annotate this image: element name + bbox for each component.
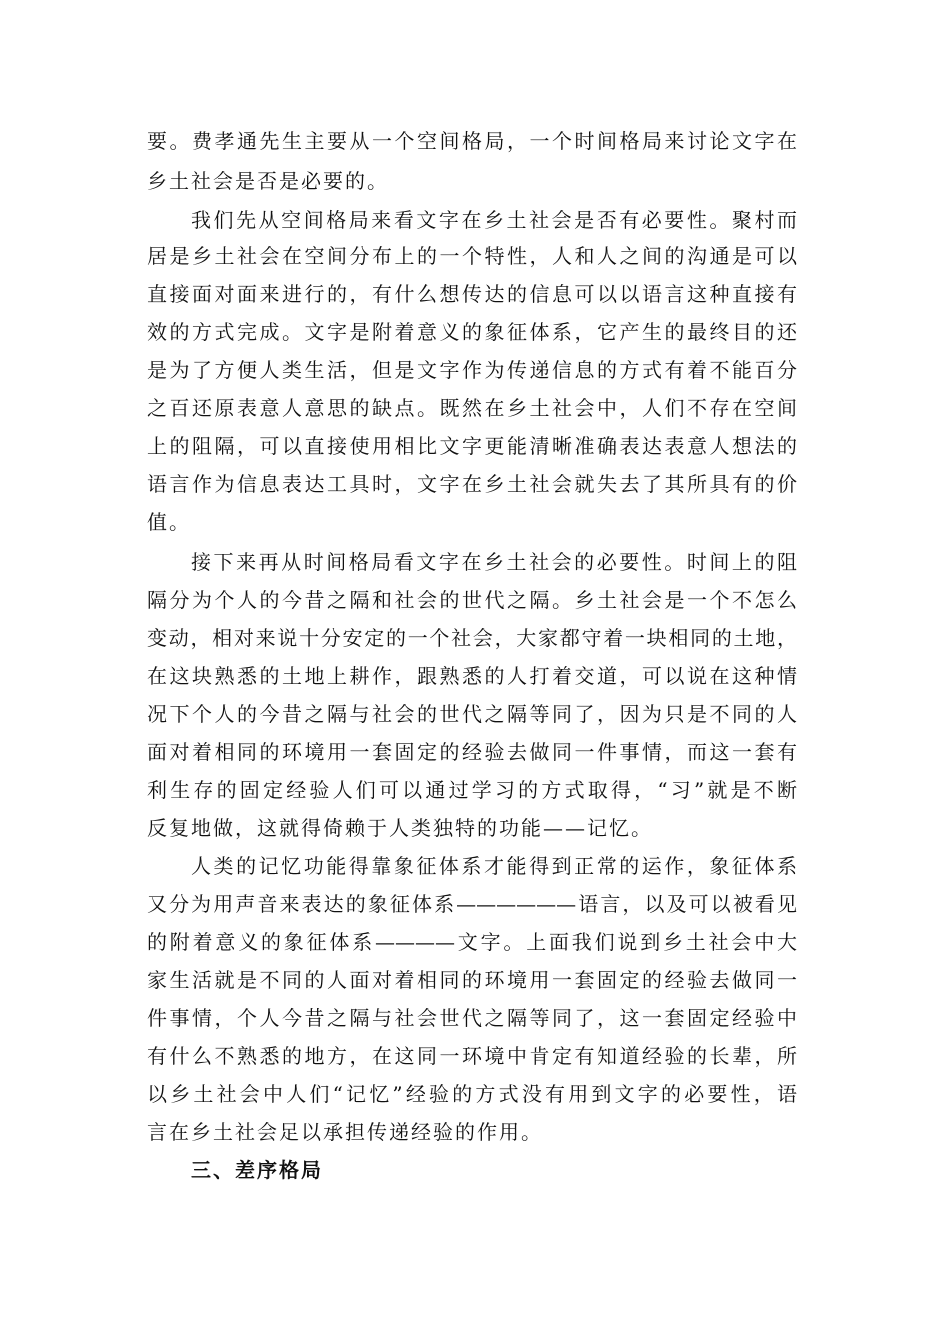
paragraph-4-line-4: 家生活就是不同的人面对着相同的环境用一套固定的经验去做同一 (147, 968, 797, 992)
paragraph-4-line-2: 又分为用声音来表达的象征体系——————语言，以及可以被看见 (147, 892, 797, 916)
paragraph-2-line-2: 居是乡土社会在空间分布上的一个特性，人和人之间的沟通是可以 (147, 244, 797, 268)
paragraph-4-line-1: 人类的记忆功能得靠象征体系才能得到正常的运作，象征体系 (191, 854, 797, 878)
paragraph-1-line-2: 乡土社会是否是必要的。 (147, 169, 389, 193)
paragraph-2-line-6: 之百还原表意人意思的缺点。既然在乡土社会中，人们不存在空间 (147, 396, 797, 420)
paragraph-3-line-6: 面对着相同的环境用一套固定的经验去做同一件事情，而这一套有 (147, 740, 797, 764)
paragraph-2-line-7: 上的阻隔，可以直接使用相比文字更能清晰准确表达表意人想法的 (147, 434, 797, 458)
paragraph-2-line-3: 直接面对面来进行的，有什么想传达的信息可以以语言这种直接有 (147, 282, 797, 306)
paragraph-4-line-5: 件事情，个人今昔之隔与社会世代之隔等同了，这一套固定经验中 (147, 1006, 797, 1030)
paragraph-3-line-4: 在这块熟悉的土地上耕作，跟熟悉的人打着交道，可以说在这种情 (147, 664, 797, 688)
paragraph-4-line-6: 有什么不熟悉的地方，在这同一环境中肯定有知道经验的长辈，所 (147, 1044, 797, 1068)
section-heading: 三、差序格局 (191, 1158, 323, 1182)
paragraph-3-line-2: 隔分为个人的今昔之隔和社会的世代之隔。乡土社会是一个不怎么 (147, 588, 797, 612)
paragraph-1-line-1: 要。费孝通先生主要从一个空间格局，一个时间格局来讨论文字在 (147, 129, 797, 153)
paragraph-2-line-1: 我们先从空间格局来看文字在乡土社会是否有必要性。聚村而 (191, 208, 797, 232)
paragraph-4-line-3: 的附着意义的象征体系————文字。上面我们说到乡土社会中大 (147, 930, 797, 954)
paragraph-4-line-8: 言在乡土社会足以承担传递经验的作用。 (147, 1120, 543, 1144)
paragraph-3-line-3: 变动，相对来说十分安定的一个社会，大家都守着一块相同的土地， (147, 626, 797, 650)
paragraph-2-line-5: 是为了方便人类生活，但是文字作为传递信息的方式有着不能百分 (147, 358, 797, 382)
paragraph-2-line-8: 语言作为信息表达工具时，文字在乡土社会就失去了其所具有的价 (147, 472, 797, 496)
paragraph-3-line-8: 反复地做，这就得倚赖于人类独特的功能——记忆。 (147, 816, 653, 840)
paragraph-3-line-1: 接下来再从时间格局看文字在乡土社会的必要性。时间上的阻 (191, 550, 797, 574)
paragraph-2-line-9: 值。 (147, 510, 191, 534)
paragraph-2-line-4: 效的方式完成。文字是附着意义的象征体系，它产生的最终目的还 (147, 320, 797, 344)
paragraph-3-line-7: 利生存的固定经验人们可以通过学习的方式取得，“习”就是不断 (147, 778, 797, 802)
paragraph-3-line-5: 况下个人的今昔之隔与社会的世代之隔等同了，因为只是不同的人 (147, 702, 797, 726)
paragraph-4-line-7: 以乡土社会中人们“记忆”经验的方式没有用到文字的必要性，语 (147, 1082, 797, 1106)
